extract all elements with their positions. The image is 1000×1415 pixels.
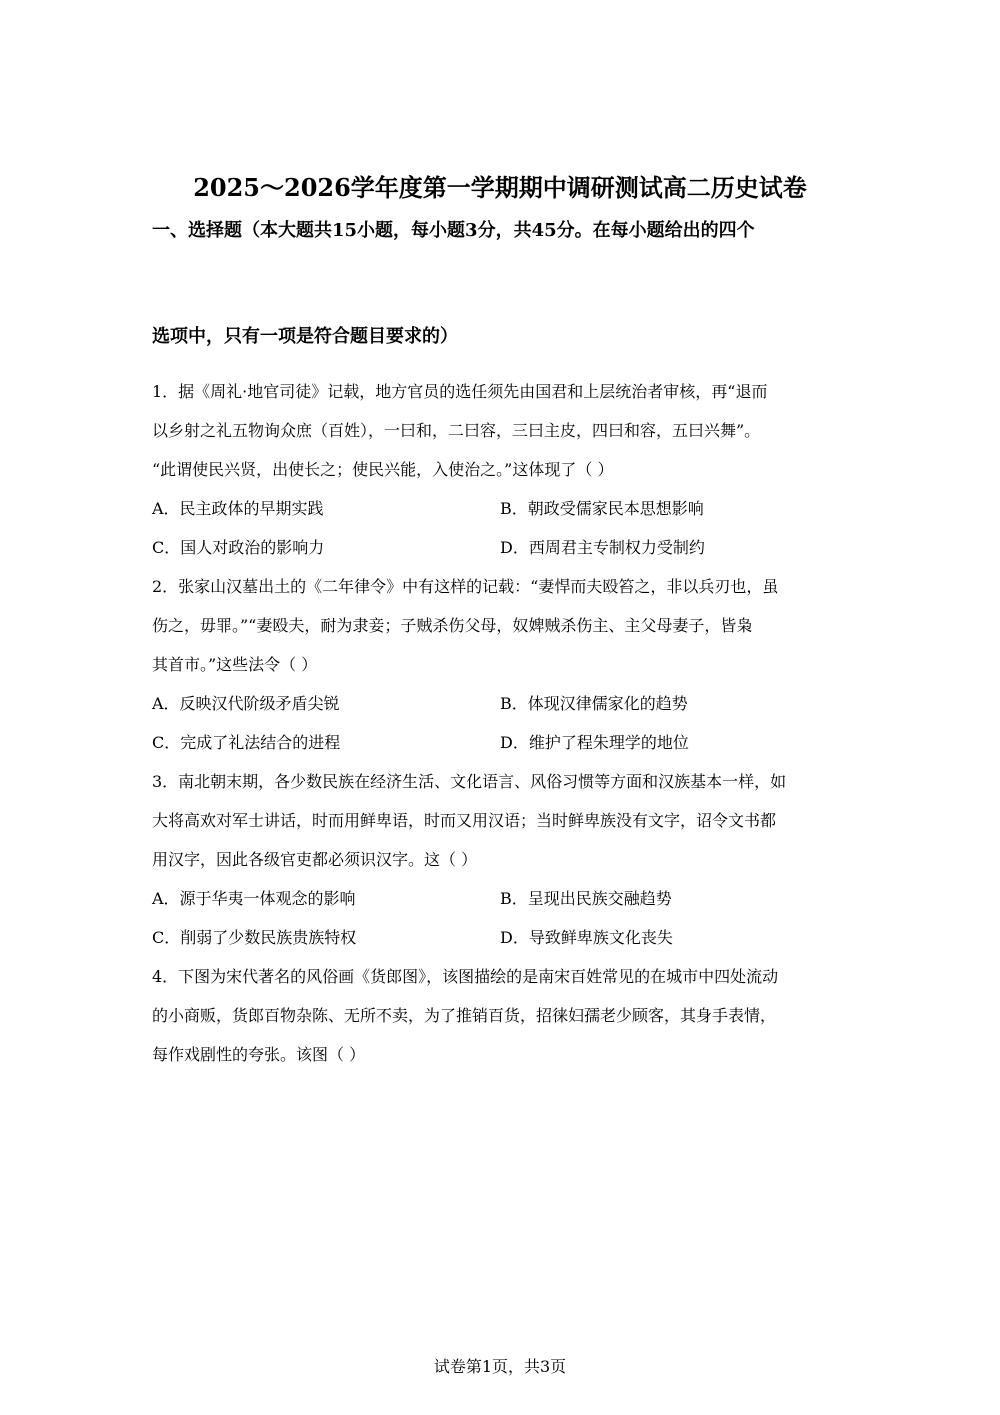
question-3-option-d: D．导致鲜卑族文化丧失 bbox=[500, 928, 673, 947]
question-1-line-1: 1．据《周礼·地官司徒》记载，地方官员的选任须先由国君和上层统治者审核，再“退而 bbox=[152, 382, 768, 401]
question-2-option-a: A．反映汉代阶级矛盾尖锐 bbox=[152, 694, 340, 713]
question-1-option-a: A．民主政体的早期实践 bbox=[152, 499, 324, 518]
question-1-line-2: 以乡射之礼五物询众庶（百姓），一曰和，二曰容，三曰主皮，四曰和容，五曰兴舞”。 bbox=[152, 421, 761, 440]
page-footer: 试卷第1页，共3页 bbox=[433, 1357, 567, 1376]
question-4-line-1: 4．下图为宋代著名的风俗画《货郎图》，该图描绘的是南宋百姓常见的在城市中四处流动 bbox=[152, 967, 779, 986]
page-title: 2025～2026学年度第一学期期中调研测试高二历史试卷 bbox=[193, 173, 807, 202]
question-4-line-2: 的小商贩，货郎百物杂陈、无所不卖，为了推销百货，招徕妇孺老少顾客，其身手表情， bbox=[152, 1006, 777, 1025]
question-2-option-b: B．体现汉律儒家化的趋势 bbox=[500, 694, 688, 713]
question-3-option-c: C．削弱了少数民族贵族特权 bbox=[152, 928, 357, 947]
section-heading-line-2: 选项中，只有一项是符合题目要求的） bbox=[152, 326, 458, 347]
question-3-line-1: 3．南北朝末期，各少数民族在经济生活、文化语言、风俗习惯等方面和汉族基本一样，如 bbox=[152, 772, 787, 791]
question-2-line-3: 其首市。”这些法令（ ） bbox=[152, 655, 318, 674]
question-2-option-d: D．维护了程朱理学的地位 bbox=[500, 733, 689, 752]
section-heading-line-1: 一、选择题（本大题共15小题，每小题3分，共45分。在每小题给出的四个 bbox=[152, 220, 755, 241]
question-2-line-1: 2．张家山汉墓出土的《二年律令》中有这样的记载：“妻悍而夫殴笞之，非以兵刃也，虽 bbox=[152, 577, 779, 596]
question-1-line-3: “此谓使民兴贤，出使长之；使民兴能，入使治之。”这体现了（ ） bbox=[152, 460, 614, 479]
question-3-option-a: A．源于华夷一体观念的影响 bbox=[152, 889, 356, 908]
question-1-option-b: B．朝政受儒家民本思想影响 bbox=[500, 499, 704, 518]
question-1-option-c: C．国人对政治的影响力 bbox=[152, 538, 325, 557]
question-2-option-c: C．完成了礼法结合的进程 bbox=[152, 733, 341, 752]
question-3-option-b: B．呈现出民族交融趋势 bbox=[500, 889, 672, 908]
question-3-line-3: 用汉字，因此各级官吏都必须识汉字。这（ ） bbox=[152, 850, 478, 869]
question-2-line-2: 伤之，毋罪。”“妻殴夫，耐为隶妾；子贼杀伤父母，奴婢贼杀伤主、主父母妻子，皆枭 bbox=[152, 616, 753, 635]
question-1-option-d: D．西周君主专制权力受制约 bbox=[500, 538, 705, 557]
question-3-line-2: 大将高欢对军士讲话，时而用鲜卑语，时而又用汉语；当时鲜卑族没有文字，诏令文书都 bbox=[152, 811, 777, 830]
question-4-line-3: 每作戏剧性的夸张。该图（ ） bbox=[152, 1045, 366, 1064]
